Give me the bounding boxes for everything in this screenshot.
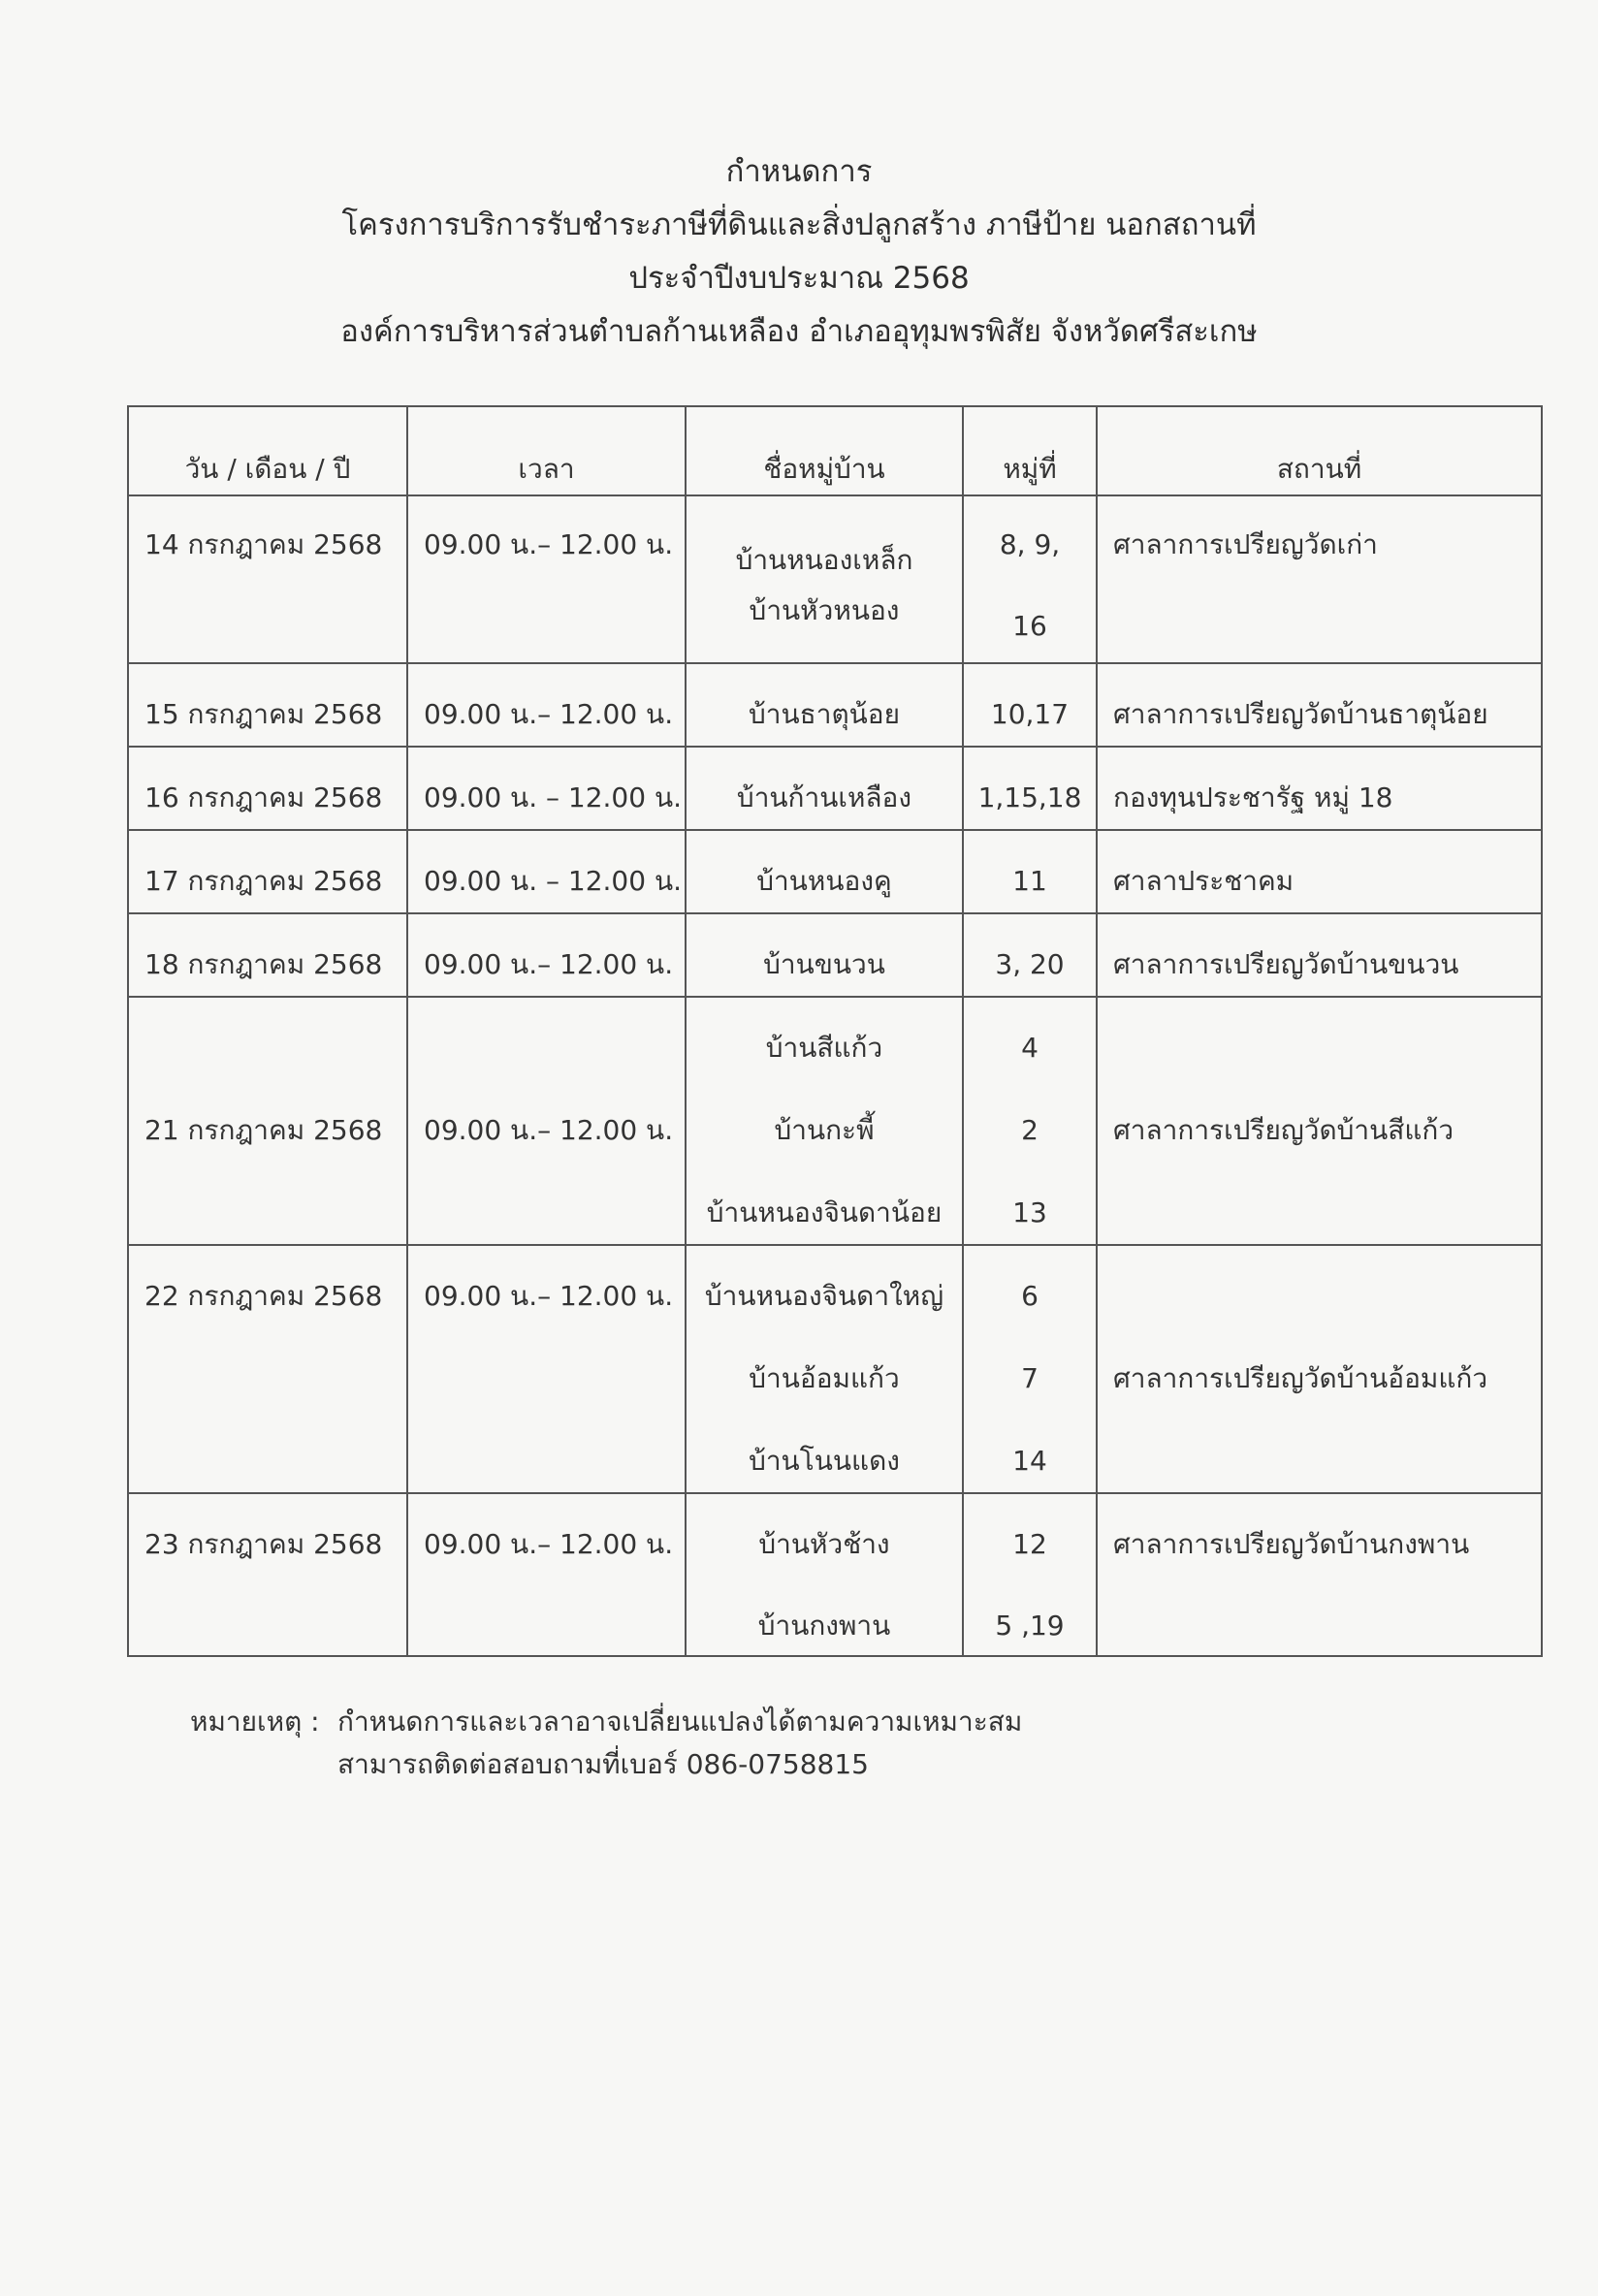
cell-village: บ้านหนองเหล็ก xyxy=(735,544,913,576)
cell-date: 22 กรกฎาคม 2568 xyxy=(144,1280,383,1312)
cell-place: ศาลาการเปรียญวัดบ้านขนวน xyxy=(1113,948,1459,980)
cell-village: บ้านกงพาน xyxy=(757,1610,891,1642)
cell-date: 15 กรกฎาคม 2568 xyxy=(144,698,383,730)
cell-place: ศาลาการเปรียญวัดบ้านอ้อมแก้ว xyxy=(1113,1362,1488,1394)
cell-village: บ้านโนนแดง xyxy=(749,1445,900,1477)
cell-place: ศาลาการเปรียญวัดบ้านธาตุน้อย xyxy=(1113,698,1488,730)
cell-time: 09.00 น.– 12.00 น. xyxy=(424,528,674,560)
cell-time: 09.00 น.– 12.00 น. xyxy=(424,1280,674,1312)
cell-moo: 12 xyxy=(1012,1528,1047,1560)
cell-moo: 10,17 xyxy=(990,698,1070,730)
remark-block xyxy=(190,1701,1022,1786)
cell-moo: 7 xyxy=(1021,1362,1039,1394)
cell-moo: 6 xyxy=(1021,1280,1039,1312)
cell-time: 09.00 น.– 12.00 น. xyxy=(424,948,674,980)
cell-place: ศาลาการเปรียญวัดเก่า xyxy=(1113,528,1378,560)
cell-time: 09.00 น.– 12.00 น. xyxy=(424,1528,674,1560)
column-header-moo: หมู่ที่ xyxy=(963,406,1097,495)
remark-line-1: กำหนดการและเวลาอาจเปลี่ยนแปลงได้ตามความเหมาะสม xyxy=(337,1706,1023,1738)
cell-village: บ้านหนองคู xyxy=(756,865,892,897)
cell-date: 14 กรกฎาคม 2568 xyxy=(144,528,383,560)
column-header-time: เวลา xyxy=(407,406,686,495)
table-row xyxy=(128,495,1542,663)
cell-village: บ้านธาตุน้อย xyxy=(749,698,900,730)
cell-moo: 1,15,18 xyxy=(977,781,1082,813)
cell-moo: 16 xyxy=(1012,610,1047,642)
cell-village: บ้านหนองจินดาน้อย xyxy=(706,1196,943,1228)
fiscal-year: ประจำปีงบประมาณ 2568 xyxy=(628,261,970,296)
table-row xyxy=(128,663,1542,747)
cell-moo: 11 xyxy=(1012,865,1047,897)
cell-time: 09.00 น. – 12.00 น. xyxy=(424,865,682,897)
cell-place: กองทุนประชารัฐ หมู่ 18 xyxy=(1113,781,1393,813)
cell-moo: 4 xyxy=(1021,1032,1039,1064)
cell-moo: 5 ,19 xyxy=(995,1610,1065,1642)
cell-date: 16 กรกฎาคม 2568 xyxy=(144,781,383,813)
cell-village: บ้านอ้อมแก้ว xyxy=(749,1362,900,1394)
remark-label: หมายเหตุ : xyxy=(190,1706,320,1738)
cell-moo: 8, 9, xyxy=(999,528,1061,560)
project-name: โครงการบริการรับชำระภาษีที่ดินและสิ่งปลูกสร้าง ภาษีป้าย นอกสถานที่ xyxy=(341,207,1257,242)
cell-village: บ้านขนวน xyxy=(763,948,885,980)
cell-date: 17 กรกฎาคม 2568 xyxy=(144,865,383,897)
cell-moo: 13 xyxy=(1012,1196,1047,1228)
table-row xyxy=(128,1493,1542,1656)
column-header-place: สถานที่ xyxy=(1097,406,1542,495)
table-row xyxy=(128,913,1542,997)
cell-date: 23 กรกฎาคม 2568 xyxy=(144,1528,383,1560)
cell-village: บ้านสีแก้ว xyxy=(765,1032,883,1064)
table-row xyxy=(128,830,1542,913)
cell-moo: 14 xyxy=(1012,1445,1047,1477)
organization-name: องค์การบริหารส่วนตำบลก้านเหลือง อำเภออุทุมพรพิสัย จังหวัดศรีสะเกษ xyxy=(340,314,1258,349)
cell-village: บ้านหนองจินดาใหญ่ xyxy=(704,1280,944,1312)
cell-village: บ้านก้านเหลือง xyxy=(736,781,912,813)
document-title: กำหนดการ xyxy=(725,154,873,189)
table-row xyxy=(128,1245,1542,1493)
cell-village: บ้านหัวช้าง xyxy=(758,1528,890,1560)
table-header-row xyxy=(128,406,1542,495)
cell-place: ศาลาการเปรียญวัดบ้านกงพาน xyxy=(1113,1528,1470,1560)
cell-village: บ้านหัวหนอง xyxy=(749,594,900,626)
cell-date: 21 กรกฎาคม 2568 xyxy=(144,1114,383,1146)
cell-time: 09.00 น.– 12.00 น. xyxy=(424,698,674,730)
table-row xyxy=(128,747,1542,830)
column-header-date: วัน / เดือน / ปี xyxy=(128,406,407,495)
cell-place: ศาลาการเปรียญวัดบ้านสีแก้ว xyxy=(1113,1114,1454,1146)
column-header-village: ชื่อหมู่บ้าน xyxy=(686,406,963,495)
cell-place: ศาลาประชาคม xyxy=(1113,865,1294,897)
table-row xyxy=(128,997,1542,1245)
remark-line-2: สามารถติดต่อสอบถามที่เบอร์ 086-0758815 xyxy=(337,1748,869,1780)
cell-time: 09.00 น. – 12.00 น. xyxy=(424,781,682,813)
cell-moo: 2 xyxy=(1021,1114,1039,1146)
schedule-table xyxy=(127,405,1543,1657)
cell-moo: 3, 20 xyxy=(995,948,1065,980)
cell-time: 09.00 น.– 12.00 น. xyxy=(424,1114,674,1146)
cell-village: บ้านกะพี้ xyxy=(774,1114,875,1146)
cell-date: 18 กรกฎาคม 2568 xyxy=(144,948,383,980)
document-header xyxy=(0,145,1598,359)
